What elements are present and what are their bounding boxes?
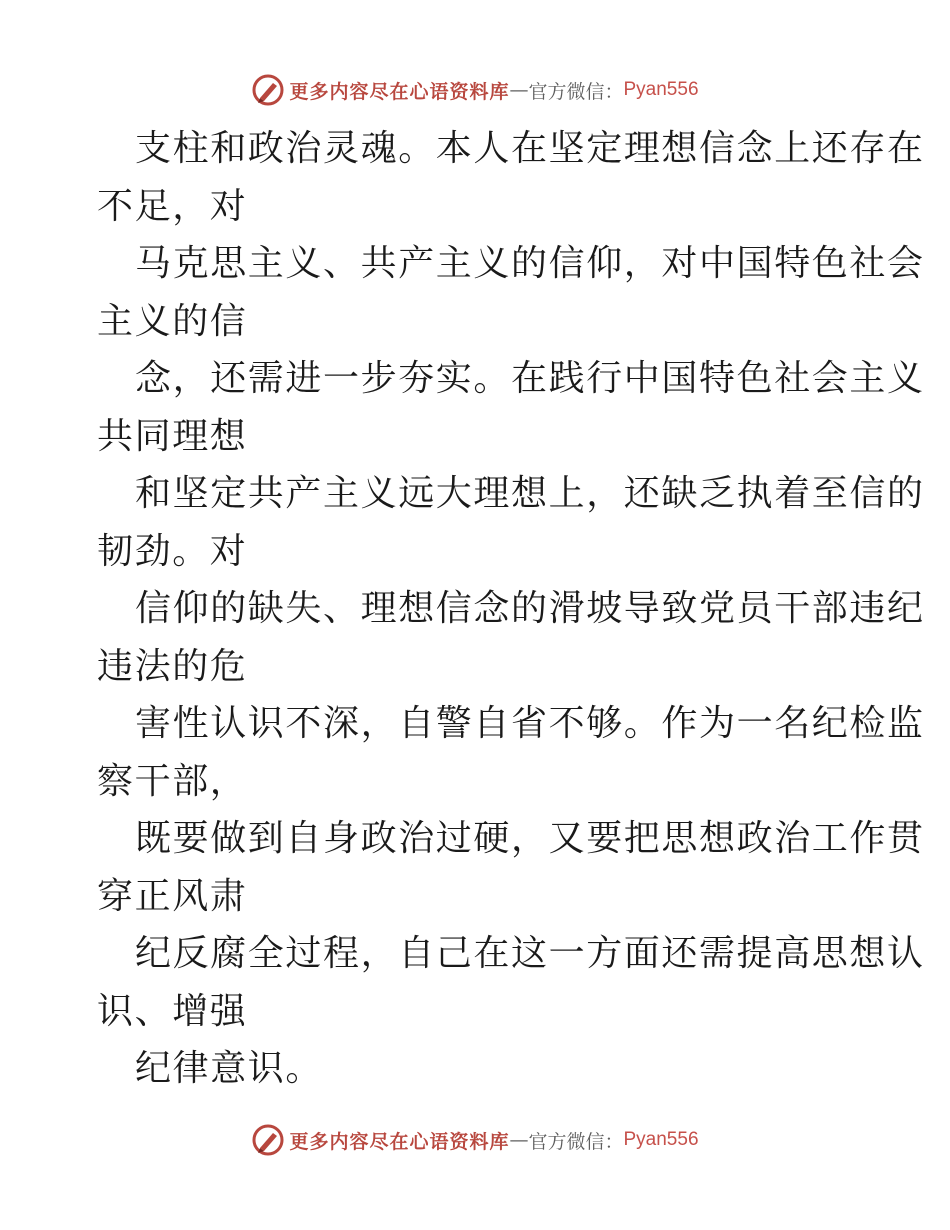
watermark-official-label: 官方微信： [528, 80, 624, 103]
text-line: 不足，对 [97, 185, 248, 227]
watermark-dash: — [509, 79, 529, 101]
watermark-official-label: 官方微信： [528, 1130, 624, 1153]
header-watermark [0, 70, 950, 110]
text-line: 韧劲。对 [97, 530, 248, 572]
footer-watermark [0, 1120, 950, 1160]
pen-logo-icon [251, 73, 285, 107]
watermark-main-text: 更多内容尽在心语资料库 [289, 1130, 510, 1153]
text-line: 既要做到自身政治过硬，又要把思想政治工作贯 [135, 818, 925, 859]
text-line: 和坚定共产主义远大理想上，还缺乏执着至信的 [135, 473, 925, 514]
text-line: 共同理想 [97, 415, 248, 457]
text-line: 信仰的缺失、理想信念的滑坡导致党员干部违纪 [135, 588, 925, 629]
text-line: 主义的信 [97, 300, 248, 342]
text-line: 纪反腐全过程，自己在这一方面还需提高思想认 [135, 933, 925, 974]
text-line: 支柱和政治灵魂。本人在坚定理想信念上还存在 [135, 128, 925, 169]
text-line: 纪律意识。 [135, 1048, 324, 1089]
text-line: 马克思主义、共产主义的信仰，对中国特色社会 [135, 243, 925, 284]
text-line: 察干部， [97, 760, 248, 802]
watermark-main-text: 更多内容尽在心语资料库 [289, 80, 510, 103]
text-line: 违法的危 [97, 645, 248, 687]
text-line: 穿正风肃 [97, 875, 248, 917]
document-body [97, 120, 925, 1098]
text-line: 害性认识不深，自警自省不够。作为一名纪检监 [135, 703, 925, 744]
watermark-dash: — [509, 1129, 529, 1151]
watermark-wechat-id: Pyan556 [623, 79, 699, 100]
text-line: 识、增强 [97, 990, 248, 1032]
watermark-wechat-id: Pyan556 [623, 1129, 699, 1150]
pen-logo-icon [251, 1123, 285, 1157]
text-line: 念，还需进一步夯实。在践行中国特色社会主义 [135, 358, 925, 399]
